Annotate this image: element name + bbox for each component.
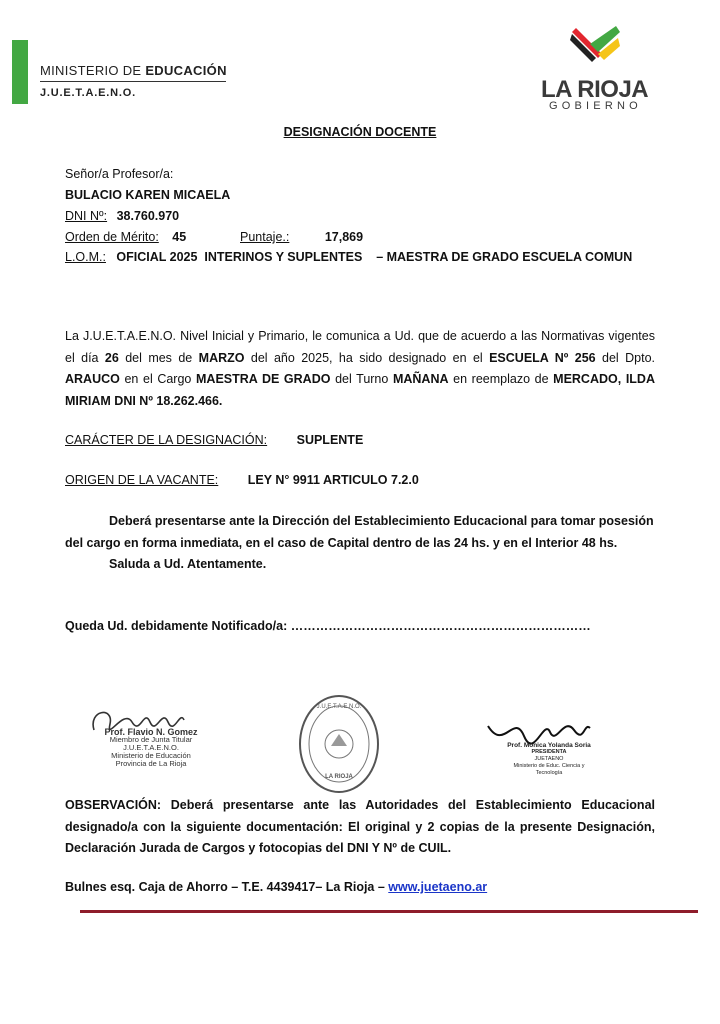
la-rioja-logo-icon (568, 24, 620, 74)
instructions-line-1: Deberá presentarse ante la Dirección del Establecimiento Educacional para tomar posesión (109, 514, 654, 528)
orden-label: Orden de Mérito: (65, 230, 159, 244)
lom-line (65, 249, 632, 265)
observacion-label: OBSERVACIÓN: (65, 798, 162, 812)
instructions-line-2: del cargo en forma inmediata, en el caso de Capital dentro de las 24 hs. y en el Interior 48 hs. (65, 535, 618, 550)
observacion-text: Deberá presentarse ante las Autoridades del Establecimiento Educacional designado/a con la siguiente documentación: El original y 2 copias de la presente Designación, Declaración Jurada de Cargos y fotocopias del DNI Y Nº de CUIL. (65, 798, 655, 855)
notificado-line: Queda Ud. debidamente Notificado/a: ……………………………………………………………… (65, 619, 591, 633)
dni-value: 38.760.970 (116, 209, 180, 223)
instructions-line-3: Saluda a Ud. Atentamente. (109, 557, 267, 571)
logo-title: LA RIOJA (541, 76, 649, 103)
header-rule (40, 81, 226, 82)
puntaje-label: Puntaje.: (240, 230, 290, 244)
caracter-value: SUPLENTE (296, 433, 364, 447)
ministry-name: MINISTERIO DE EDUCACIÓN (40, 63, 227, 78)
recipient-name: BULACIO KAREN MICAELA (65, 188, 231, 202)
observacion-paragraph (65, 795, 655, 860)
left-signature: Prof. Flavio N. Gomez Miembro de Junta Titular J.U.E.T.A.E.N.O. Ministerio de Educación Provincia de La Rioja (84, 700, 214, 770)
lom-label: L.O.M.: (65, 250, 106, 264)
caracter-label: CARÁCTER DE LA DESIGNACIÓN: (65, 433, 268, 447)
designation-paragraph: La J.U.E.T.A.E.N.O. Nivel Inicial y Primario, le comunica a Ud. que de acuerdo a las Normativas vigentes el día 26 del mes de MARZO del año 2025, ha sido designado en el ESCUELA Nº 256 del Dpto. ARAUCO en el Cargo MAESTRA DE GRADO del Turno MAÑANA en reemplazo de MERCADO, ILDA MIRIAM DNI Nº 18.262.466. (65, 329, 655, 408)
instructions-block (65, 511, 665, 576)
origen-line (65, 472, 419, 488)
orden-value: 45 (172, 230, 187, 244)
origen-value: LEY N° 9911 ARTICULO 7.2.0 (247, 473, 419, 487)
caracter-line (65, 432, 363, 448)
header-green-bar (12, 40, 28, 104)
signature-scribble-icon (484, 712, 594, 746)
puntaje-line (240, 229, 363, 245)
document-title: DESIGNACIÓN DOCENTE (283, 125, 437, 139)
footer-address: Bulnes esq. Caja de Ahorro – T.E. 4439417– La Rioja – www.juetaeno.ar (65, 880, 488, 894)
website-link[interactable]: www.juetaeno.ar (388, 880, 488, 894)
lom-value: OFICIAL 2025 INTERINOS Y SUPLENTES – MAESTRA DE GRADO ESCUELA COMUN (116, 250, 633, 264)
origen-label: ORIGEN DE LA VACANTE: (65, 473, 219, 487)
official-seal: J.U.E.T.A.E.N.O. LA RIOJA (298, 694, 380, 794)
logo-subtitle: GOBIERNO (549, 100, 642, 112)
dni-label: DNI Nº: (65, 209, 108, 223)
puntaje-value: 17,869 (324, 230, 364, 244)
dni-line (65, 208, 179, 224)
orden-line (65, 229, 186, 245)
salutation: Señor/a Profesor/a: (65, 167, 174, 181)
right-signature: Prof. Mónica Yolanda Soria PRESIDENTA JUETAENO Ministerio de Educ. Ciencia y Tecnología (484, 712, 594, 774)
agency-name: J.U.E.T.A.E.N.O. (40, 87, 136, 99)
footer-rule (80, 910, 698, 913)
